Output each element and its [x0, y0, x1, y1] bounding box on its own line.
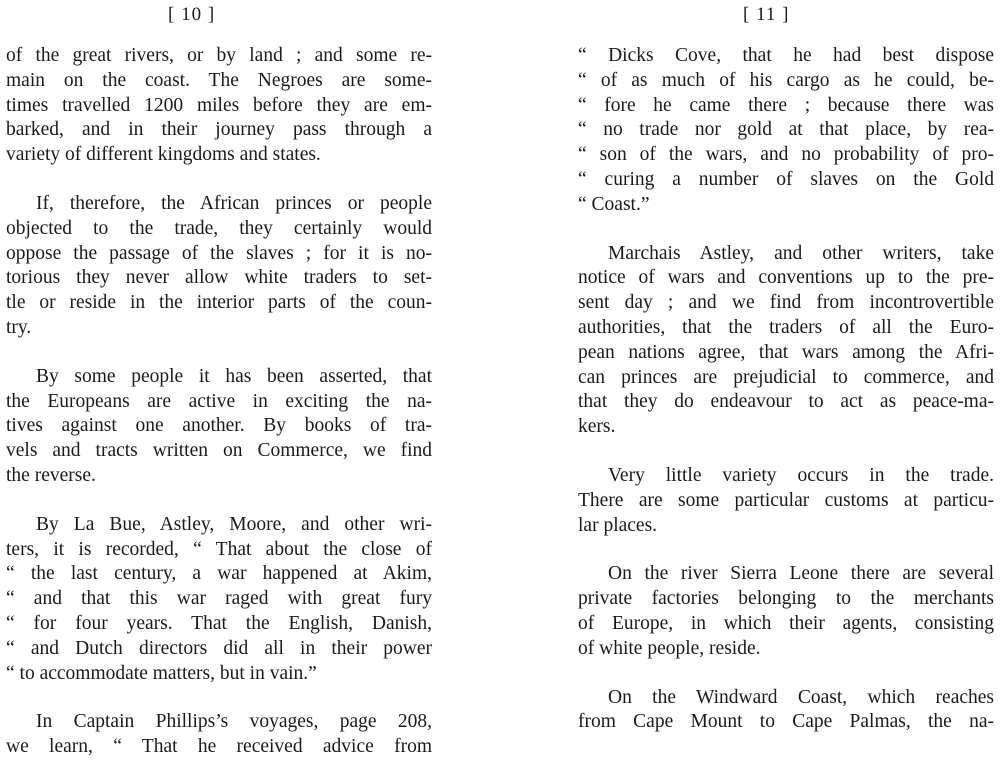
- text-line: main on the coast. The Negroes are some-: [6, 69, 432, 91]
- text-line: the Europeans are active in exciting the na-: [6, 390, 432, 412]
- paragraph: [6, 365, 432, 489]
- text-line: variety of different kingdoms and states.: [6, 144, 321, 166]
- text-line: we learn, “ That he received advice from: [6, 736, 432, 758]
- text-line: On the river Sierra Leone there are several: [608, 563, 994, 585]
- text-line: By some people it has been asserted, that: [36, 365, 432, 387]
- text-line: “ Dicks Cove, that he had best dispose: [578, 45, 994, 66]
- paragraph: [6, 513, 432, 687]
- text-line: pean nations agree, that wars among the Afri-: [578, 341, 994, 363]
- text-line: Very little variety occurs in the trade.: [608, 464, 994, 486]
- text-line: ters, it is recorded, “ That about the close of: [6, 538, 432, 560]
- text-line: On the Windward Coast, which reaches: [608, 686, 994, 708]
- paragraph: [6, 710, 432, 760]
- text-line: “ to accommodate matters, but in vain.”: [6, 662, 317, 684]
- text-line: try.: [6, 316, 32, 338]
- text-line: of Europe, in which their agents, consisting: [578, 612, 994, 634]
- text-line: By La Bue, Astley, Moore, and other wri-: [36, 513, 432, 535]
- paragraph: [578, 44, 994, 218]
- text-line: that they do endeavour to act as peace-ma-: [578, 391, 994, 413]
- text-line: tle or reside in the interior parts of the coun-: [6, 292, 432, 314]
- paragraph: [578, 686, 994, 736]
- page-number: [ 10 ]: [168, 4, 216, 25]
- paragraph: [6, 44, 432, 168]
- paragraph: [578, 464, 994, 538]
- text-line: can princes are prejudicial to commerce, and: [578, 366, 994, 388]
- text-line: “ son of the wars, and no probability of pro-: [578, 144, 994, 166]
- text-line: times travelled 1200 miles before they are em-: [6, 94, 432, 116]
- text-line: “ of as much of his cargo as he could, be-: [578, 69, 994, 91]
- text-line: notice of wars and conventions up to the pre-: [578, 267, 994, 289]
- text-line: kers.: [578, 416, 616, 438]
- text-line: private factories belonging to the merchants: [578, 588, 994, 610]
- text-line: objected to the trade, they certainly would: [6, 217, 432, 239]
- text-line: “ for four years. That the English, Danish,: [6, 612, 432, 634]
- text-line: sent day ; and we find from incontrovertible: [578, 292, 994, 314]
- text-line: “ Coast.”: [578, 193, 650, 215]
- paragraph: [578, 242, 994, 440]
- text-line: In Captain Phillips’s voyages, page 208,: [36, 711, 432, 733]
- text-line: “ and that this war raged with great fury: [6, 588, 432, 610]
- text-line: of white people, reside.: [578, 637, 761, 659]
- text-line: torious they never allow white traders to set-: [6, 267, 432, 289]
- text-line: If, therefore, the African princes or people: [36, 192, 432, 214]
- text-line: lar places.: [578, 514, 658, 536]
- text-line: oppose the passage of the slaves ; for it is no-: [6, 242, 432, 264]
- page-body: [6, 44, 432, 760]
- text-line: “ and Dutch directors did all in their power: [6, 637, 432, 659]
- text-line: barked, and in their journey pass through a: [6, 119, 432, 141]
- text-line: the reverse.: [6, 464, 96, 486]
- page-body: [578, 44, 994, 735]
- text-line: “ curing a number of slaves on the Gold: [578, 168, 994, 190]
- text-line: vels and tracts written on Commerce, we find: [6, 440, 432, 462]
- right-page: [500, 0, 1000, 764]
- paragraph: [6, 192, 432, 341]
- text-line: “ fore he came there ; because there was: [578, 94, 994, 116]
- text-line: There are some particular customs at particu-: [578, 489, 994, 511]
- text-line: tives against one another. By books of tra-: [6, 415, 432, 437]
- text-line: of the great rivers, or by land ; and some re-: [6, 45, 432, 66]
- text-line: authorities, that the traders of all the Euro-: [578, 316, 994, 338]
- page-number: [ 11 ]: [743, 4, 790, 25]
- paragraph: [578, 562, 994, 661]
- text-line: Marchais Astley, and other writers, take: [608, 242, 994, 264]
- text-line: “ the last century, a war happened at Akim,: [6, 563, 432, 585]
- text-line: from Cape Mount to Cape Palmas, the na-: [578, 711, 994, 733]
- text-line: “ no trade nor gold at that place, by rea-: [578, 119, 994, 141]
